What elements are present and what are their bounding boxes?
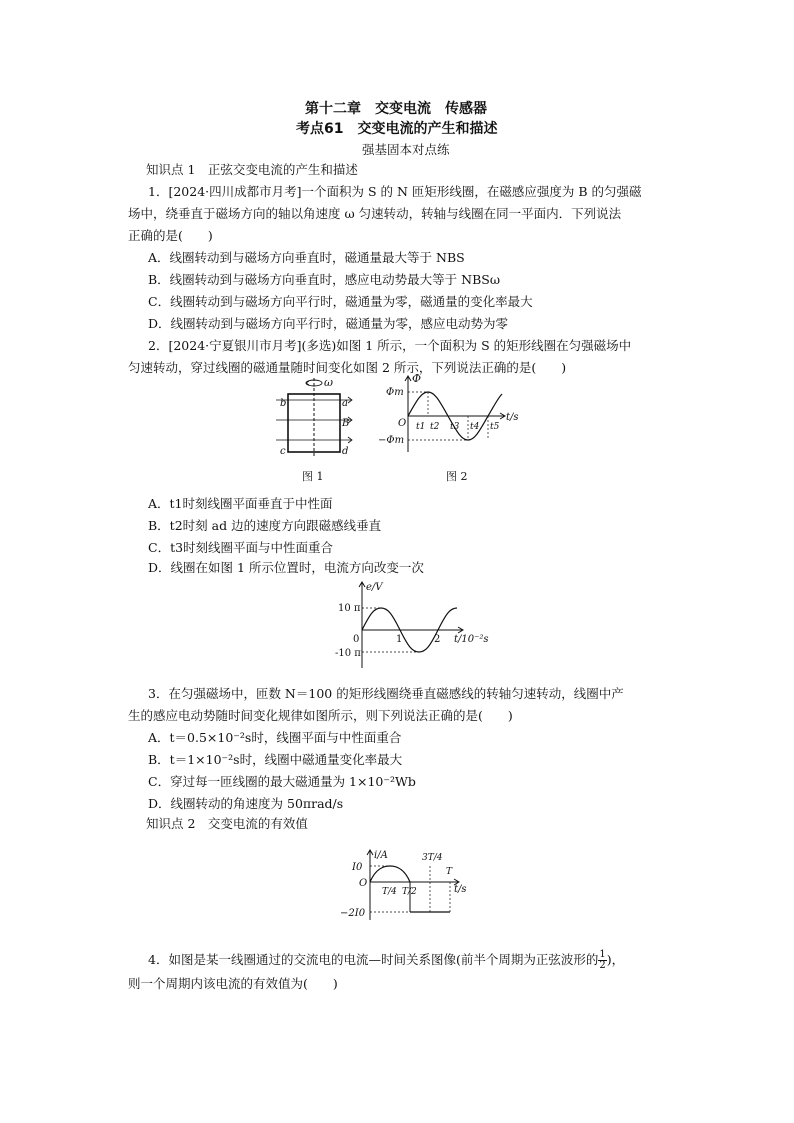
e-max-label: 10 π: [338, 603, 361, 614]
q4-line-1: [148, 950, 624, 971]
q2-line-1: 2．[2024·宁夏银川市月考](多选)如图 1 所示，一个面积为 S 的矩形线圈在匀强磁场中: [148, 338, 632, 353]
section-title: 考点61 交变电流的产生和描述: [296, 121, 498, 137]
figure-4-current-graph: [340, 846, 480, 924]
e-min-label: -10 π: [335, 648, 361, 659]
figure-2-caption: 图 2: [446, 470, 468, 483]
figure-1-caption: 图 1: [302, 470, 324, 483]
origin-label: O: [398, 418, 407, 429]
t-axis-label: t/s: [506, 412, 519, 423]
q3-option-b: B．t＝1×10⁻²s时，线圈中磁通量变化率最大: [148, 752, 403, 767]
corner-b-label: b: [280, 398, 287, 409]
tick-t1: t1: [416, 422, 426, 432]
corner-d-label: d: [342, 446, 349, 457]
q3-option-d: D．线圈转动的角速度为 50πrad/s: [148, 796, 344, 811]
q2-option-a: A．t1时刻线圈平面垂直于中性面: [148, 496, 333, 511]
i-axis-label: i/A: [374, 850, 388, 861]
chapter-title: 第十二章 交变电流 传感器: [305, 101, 487, 117]
q1-option-a: A．线圈转动到与磁场方向垂直时，磁通量最大等于 NBS: [148, 250, 465, 265]
figure-3-emf-graph: [332, 578, 502, 672]
tick-t5: t5: [490, 422, 500, 432]
q2-line-2: 匀速转动，穿过线圈的磁通量随时间变化如图 2 所示，下列说法正确的是( ): [128, 360, 567, 375]
q2-option-b: B．t2时刻 ad 边的速度方向跟磁感线垂直: [148, 518, 382, 533]
t-axis-label: t/10⁻²s: [454, 634, 489, 645]
tick-quarter-t: T/4: [382, 887, 397, 897]
field-b-label: B: [342, 418, 350, 429]
tick-t: T: [446, 867, 453, 877]
q3-line-2: 生的感应电动势随时间变化规律如图所示，则下列说法正确的是( ): [128, 708, 513, 723]
q4-line-1-end: )，: [606, 952, 625, 967]
origin-label: O: [359, 878, 368, 889]
q2-option-c: C．t3时刻线圈平面与中性面重合: [148, 540, 334, 555]
tick-t4: t4: [470, 422, 480, 432]
tick-2: 2: [434, 634, 441, 645]
tick-half-t: T/2: [402, 887, 417, 897]
q4-line-1-text: 4．如图是某一线圈通过的交流电的电流—时间关系图像(前半个周期为正弦波形的: [148, 952, 599, 967]
figure-1-coil: [272, 374, 362, 484]
i-min-label: −2I0: [340, 908, 366, 919]
q1-option-d: D．线圈转动到与磁场方向平行时，磁通量为零，感应电动势为零: [148, 316, 509, 331]
knowledge-point-1: 知识点 1 正弦交变电流的产生和描述: [146, 162, 358, 177]
tick-1: 1: [396, 634, 403, 645]
phi-min-label: −Φm: [378, 435, 405, 446]
e-axis-label: e/V: [366, 582, 383, 593]
corner-a-label: a: [342, 398, 348, 409]
q1-line-1: 1．[2024·四川成都市月考]一个面积为 S 的 N 匝矩形线圈，在磁感应强度为 B 的匀强磁: [148, 184, 642, 199]
subtitle: 强基固本对点练: [362, 142, 450, 157]
corner-c-label: c: [280, 446, 286, 457]
q2-option-d: D．线圈在如图 1 所示位置时，电流方向改变一次: [148, 560, 424, 575]
origin-label: 0: [353, 634, 360, 645]
i-max-label: I0: [352, 862, 363, 873]
q3-option-a: A．t＝0.5×10⁻²s时，线圈平面与中性面重合: [148, 730, 402, 745]
fraction-denominator: 2: [599, 960, 606, 971]
q4-line-2: 则一个周期内该电流的有效值为( ): [128, 976, 338, 991]
tick-three-quarter-t: 3T/4: [422, 853, 443, 863]
t-axis-label: t/s: [454, 884, 467, 895]
phi-max-label: Φm: [386, 387, 404, 398]
omega-label: ω: [324, 376, 333, 389]
q3-option-c: C．穿过每一匝线圈的最大磁通量为 1×10⁻²Wb: [148, 774, 416, 789]
q1-option-c: C．线圈转动到与磁场方向平行时，磁通量为零，磁通量的变化率最大: [148, 294, 533, 309]
q3-line-1: 3．在匀强磁场中，匝数 N＝100 的矩形线圈绕垂直磁感线的转轴匀速转动，线圈中产: [148, 686, 624, 701]
tick-t2: t2: [430, 422, 440, 432]
knowledge-point-2: 知识点 2 交变电流的有效值: [146, 816, 308, 831]
q1-line-2: 场中，绕垂直于磁场方向的轴以角速度 ω 匀速转动，转轴与线圈在同一平面内．下列说法: [128, 206, 622, 221]
fraction-one-half: [598, 950, 606, 971]
phi-axis-label: Φ: [412, 372, 422, 385]
figure-2-flux-graph: [372, 372, 552, 486]
fraction-numerator: 1: [599, 949, 606, 960]
q1-line-3: 正确的是( ): [128, 228, 213, 243]
tick-t3: t3: [450, 422, 460, 432]
q1-option-b: B．线圈转动到与磁场方向垂直时，感应电动势最大等于 NBSω: [148, 272, 501, 287]
